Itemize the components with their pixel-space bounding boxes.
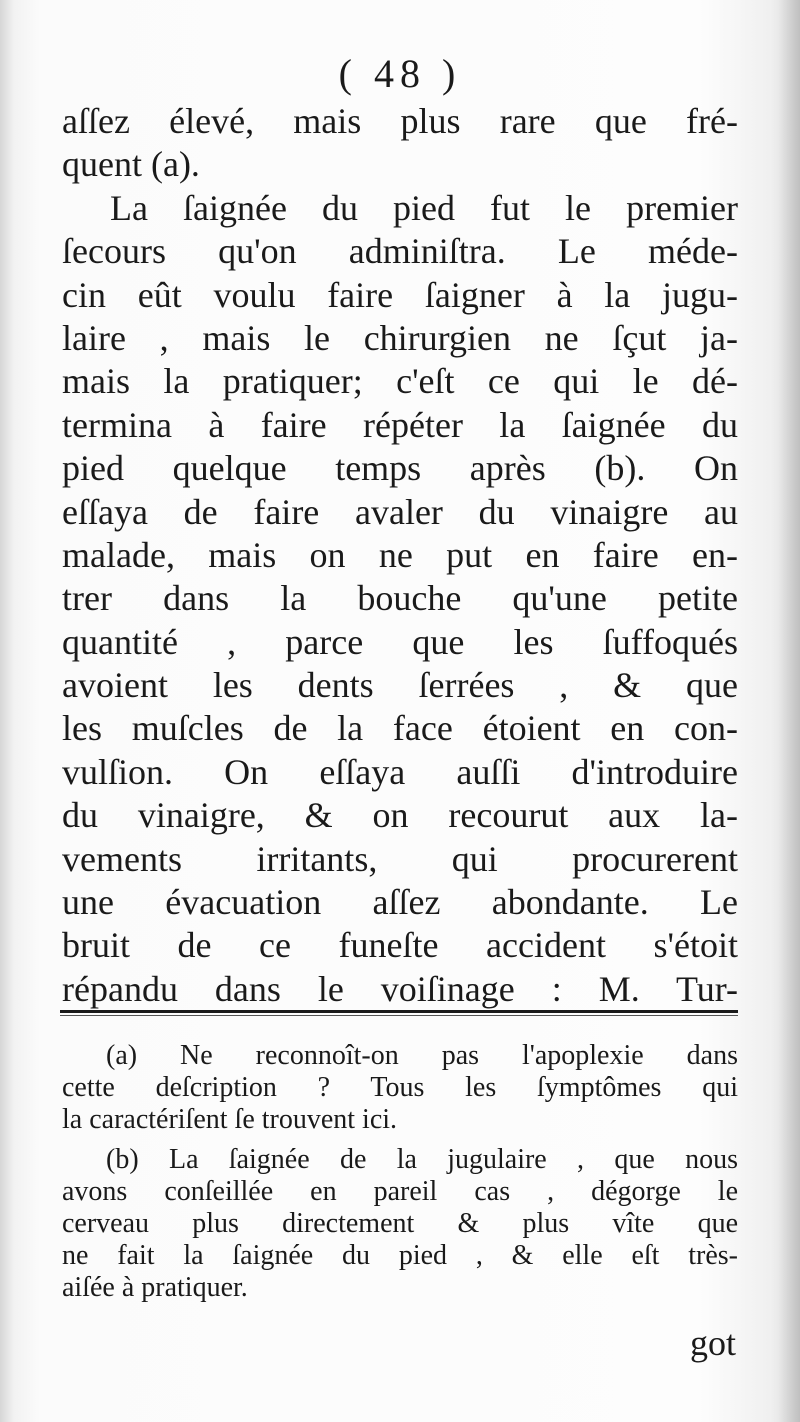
footnote-line: la caractériſent ſe trouvent ici. — [62, 1104, 398, 1135]
footnote-line: ne fait la ſaignée du pied , & elle eſt très- — [62, 1240, 738, 1271]
text-line: vements irritants, qui procurerent — [62, 838, 738, 879]
text-line: quent (a). — [62, 144, 200, 185]
footnote-line: (b) La ſaignée de la jugulaire , que nous — [106, 1144, 738, 1175]
text-line: laire , mais le chirurgien ne ſçut ja- — [62, 317, 738, 358]
text-line: bruit de ce funeſte accident s'étoit — [62, 925, 738, 966]
page-edge-shadow — [778, 0, 800, 1422]
footnote-b — [62, 1144, 738, 1304]
text-line: cin eût voulu faire ſaigner à la jugu- — [62, 274, 738, 315]
footnote-divider-rule — [60, 1010, 738, 1016]
text-line: eſſaya de faire avaler du vinaigre au — [62, 491, 738, 532]
main-text-block — [62, 100, 738, 1011]
text-line: avoient les dents ſerrées , & que — [62, 665, 738, 706]
text-line: aſſez élevé, mais plus rare que fré- — [62, 101, 738, 141]
text-line: La ſaignée du pied fut le premier — [110, 187, 738, 228]
page-number: ( 48 ) — [338, 51, 462, 96]
text-line: mais la pratiquer; c'eſt ce qui le dé- — [62, 361, 738, 402]
footnote-line: (a) Ne reconnoît-on pas l'apoplexie dans — [106, 1040, 738, 1071]
text-line: ſecours qu'on adminiſtra. Le méde- — [62, 231, 738, 272]
text-line: du vinaigre, & on recourut aux la- — [62, 795, 738, 836]
text-line: répandu dans le voiſinage : M. Tur- — [62, 968, 738, 1009]
text-line: quantité , parce que les ſuffoqués — [62, 621, 738, 662]
text-line: trer dans la bouche qu'une petite — [62, 578, 738, 619]
footnote-line: cette deſcription ? Tous les ſymptômes qui — [62, 1072, 738, 1103]
text-line: une évacuation aſſez abondante. Le — [62, 882, 738, 923]
text-line: malade, mais on ne put en faire en- — [62, 534, 738, 575]
text-line: termina à faire répéter la ſaignée du — [62, 404, 738, 445]
footnote-a — [62, 1040, 738, 1136]
footnotes-block — [62, 1040, 738, 1304]
footnote-line: aiſée à pratiquer. — [62, 1272, 248, 1303]
text-line: les muſcles de la face étoient en con- — [62, 708, 738, 749]
text-line: pied quelque temps après (b). On — [62, 448, 738, 489]
footnote-line: cerveau plus directement & plus vîte que — [62, 1208, 738, 1239]
text-line: vulſion. On eſſaya auſſi d'introduire — [62, 751, 738, 792]
footnote-line: avons conſeillée en pareil cas , dégorge le — [62, 1176, 738, 1207]
catchword: got — [689, 1323, 736, 1363]
